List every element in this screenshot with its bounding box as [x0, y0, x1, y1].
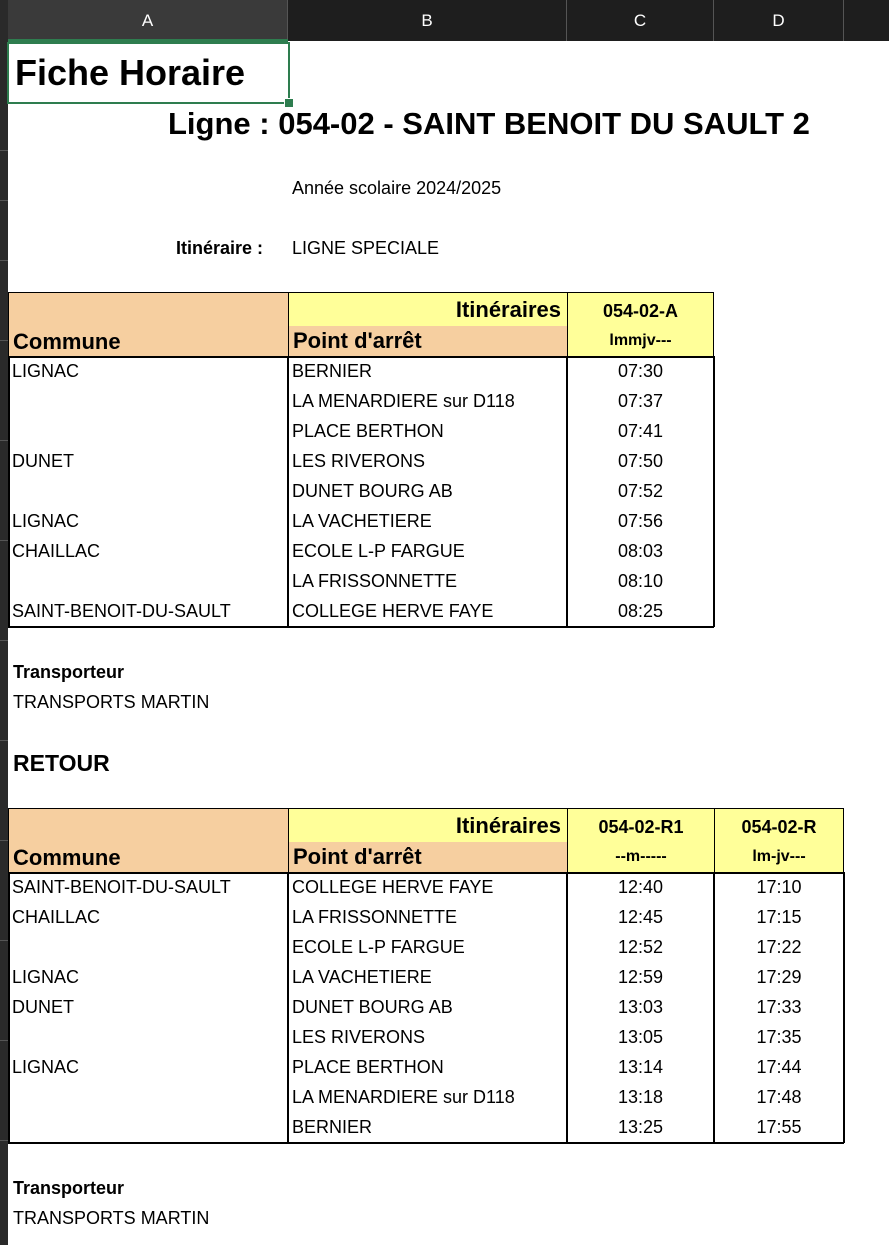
time-cell: 07:30 [617, 361, 664, 381]
table-row[interactable] [8, 447, 714, 477]
time-cell: 17:35 [756, 1027, 802, 1047]
stop-cell: LA FRISSONNETTE [292, 907, 458, 927]
commune-cell: LIGNAC [12, 967, 80, 987]
time-cell: 07:56 [617, 511, 664, 531]
commune-cell: DUNET [12, 997, 74, 1017]
line-title[interactable]: Ligne : 054-02 - SAINT BENOIT DU SAULT 2 [168, 106, 810, 141]
header-code: 054-02-A [602, 301, 679, 321]
time-cell: 12:40 [617, 877, 664, 897]
stop-cell: PLACE BERTHON [292, 421, 444, 441]
stop-cell: LA MENARDIERE sur D118 [292, 1087, 515, 1107]
carrier-name[interactable]: TRANSPORTS MARTIN [13, 692, 210, 712]
commune-cell: CHAILLAC [12, 907, 101, 927]
time-cell: 13:05 [617, 1027, 664, 1047]
time-cell: 12:59 [617, 967, 664, 987]
table-row[interactable] [8, 387, 714, 417]
commune-cell: DUNET [12, 451, 74, 471]
time-cell: 08:10 [617, 571, 664, 591]
time-cell: 17:15 [756, 907, 802, 927]
stop-cell: COLLEGE HERVE FAYE [292, 601, 494, 621]
commune-cell: LIGNAC [12, 361, 80, 381]
table-row[interactable] [8, 903, 844, 933]
time-cell: 13:14 [617, 1057, 664, 1077]
header-code1: 054-02-R1 [598, 817, 684, 837]
stop-cell: ECOLE L-P FARGUE [292, 541, 465, 561]
header-days1: --m----- [615, 848, 667, 865]
header-days2: lm-jv--- [752, 848, 806, 865]
stop-cell: PLACE BERTHON [292, 1057, 444, 1077]
table-row[interactable] [8, 1113, 844, 1143]
page-title[interactable]: Fiche Horaire [15, 52, 246, 93]
stop-cell: BERNIER [292, 1117, 373, 1137]
return-title[interactable]: RETOUR [13, 750, 110, 776]
time-cell: 13:18 [617, 1087, 664, 1107]
time-cell: 12:52 [617, 937, 664, 957]
time-cell: 08:25 [617, 601, 664, 621]
table-row[interactable] [8, 1083, 844, 1113]
header-code2: 054-02-R [741, 817, 817, 837]
column-header-b[interactable]: B [288, 0, 567, 41]
carrier-label[interactable]: Transporteur [13, 1178, 125, 1198]
stop-cell: LA VACHETIERE [292, 967, 432, 987]
header-itineraires: Itinéraires [455, 813, 561, 838]
table-row[interactable] [8, 933, 844, 963]
school-year[interactable]: Année scolaire 2024/2025 [292, 178, 502, 198]
stop-cell: BERNIER [292, 361, 373, 381]
column-header-a[interactable]: A [8, 0, 288, 41]
stop-cell: ECOLE L-P FARGUE [292, 937, 465, 957]
header-commune-cell[interactable] [8, 292, 288, 356]
header-code2-cell[interactable] [714, 808, 844, 872]
column-header-e[interactable] [844, 0, 889, 41]
header-point: Point d'arrêt [293, 328, 422, 353]
stop-cell: DUNET BOURG AB [292, 997, 453, 1017]
itinerary-label[interactable]: Itinéraire : [176, 238, 264, 258]
header-commune-cell[interactable] [8, 808, 288, 872]
stop-cell: LA FRISSONNETTE [292, 571, 458, 591]
table-row[interactable] [8, 417, 714, 447]
time-cell: 12:45 [617, 907, 664, 927]
time-cell: 07:41 [617, 421, 664, 441]
table-row[interactable] [8, 963, 844, 993]
header-code1-cell[interactable] [567, 808, 714, 872]
time-cell: 17:55 [756, 1117, 802, 1137]
stop-cell: LA VACHETIERE [292, 511, 432, 531]
commune-cell: LIGNAC [12, 1057, 80, 1077]
stop-cell: LES RIVERONS [292, 451, 426, 471]
time-cell: 17:33 [756, 997, 802, 1017]
column-header-c[interactable]: C [567, 0, 714, 41]
table-row[interactable] [8, 567, 714, 597]
table-row[interactable] [8, 477, 714, 507]
commune-cell: SAINT-BENOIT-DU-SAULT [12, 877, 231, 897]
table-row[interactable] [8, 357, 714, 387]
time-cell: 13:25 [617, 1117, 664, 1137]
header-point-cell[interactable] [288, 326, 567, 356]
table-row[interactable] [8, 537, 714, 567]
header-itineraires-cell[interactable] [288, 292, 567, 326]
table-row[interactable] [8, 993, 844, 1023]
stop-cell: LES RIVERONS [292, 1027, 426, 1047]
header-code-cell[interactable] [567, 292, 714, 356]
header-itineraires: Itinéraires [455, 297, 561, 322]
itinerary-value[interactable]: LIGNE SPECIALE [292, 238, 440, 258]
time-cell: 07:37 [617, 391, 664, 411]
time-cell: 17:29 [756, 967, 802, 987]
row-header-gutter[interactable] [0, 0, 8, 1245]
stop-cell: DUNET BOURG AB [292, 481, 453, 501]
table-row[interactable] [8, 1053, 844, 1083]
time-cell: 17:22 [756, 937, 802, 957]
stop-cell: LA MENARDIERE sur D118 [292, 391, 515, 411]
time-cell: 08:03 [617, 541, 664, 561]
table-row[interactable] [8, 507, 714, 537]
stop-cell: COLLEGE HERVE FAYE [292, 877, 494, 897]
commune-cell: CHAILLAC [12, 541, 101, 561]
column-header-d[interactable]: D [714, 0, 844, 41]
commune-cell: SAINT-BENOIT-DU-SAULT [12, 601, 231, 621]
carrier-name[interactable]: TRANSPORTS MARTIN [13, 1208, 210, 1228]
carrier-label[interactable]: Transporteur [13, 662, 125, 682]
time-cell: 17:44 [756, 1057, 802, 1077]
time-cell: 07:50 [617, 451, 664, 471]
header-commune: Commune [13, 845, 121, 870]
time-cell: 17:48 [756, 1087, 802, 1107]
header-commune: Commune [13, 329, 121, 354]
header-itineraires-cell[interactable] [288, 808, 567, 842]
time-cell: 13:03 [617, 997, 664, 1017]
table-row[interactable] [8, 1023, 844, 1053]
header-point-cell[interactable] [288, 842, 567, 872]
header-days: lmmjv--- [609, 332, 672, 349]
table-row[interactable] [8, 873, 844, 903]
commune-cell: LIGNAC [12, 511, 80, 531]
time-cell: 07:52 [617, 481, 664, 501]
header-point: Point d'arrêt [293, 844, 422, 869]
table-row[interactable] [8, 597, 714, 627]
time-cell: 17:10 [756, 877, 802, 897]
